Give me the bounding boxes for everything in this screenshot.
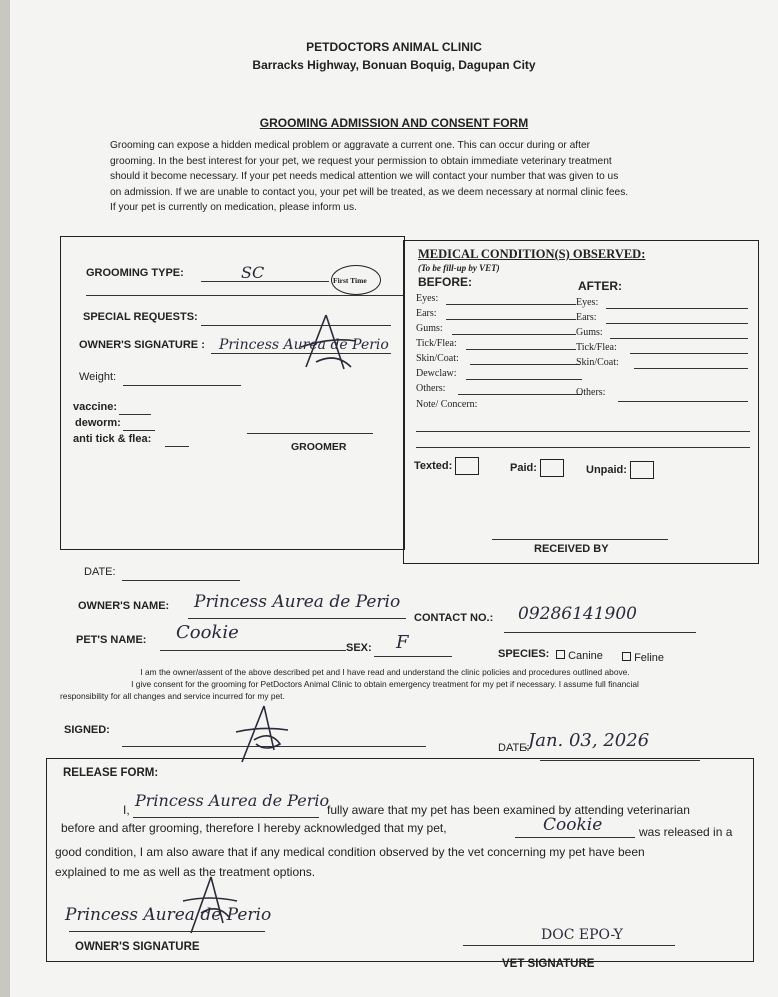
note-line[interactable] [416, 447, 750, 448]
intro-line: grooming. In the best interest for your pet, we request your permission to obtain immediate veterinary treatment [110, 155, 612, 167]
antitick-line[interactable] [165, 446, 189, 447]
release-box [46, 758, 754, 962]
release-i: I, [123, 803, 130, 817]
before-item: Gums: [416, 323, 443, 334]
owner-name-label: OWNER'S NAME: [78, 600, 170, 612]
after-item: Skin/Coat: [576, 357, 619, 368]
signed-date-label: DATE: [498, 742, 530, 754]
texted-field[interactable] [414, 457, 479, 475]
owner-signature-label: OWNER'S SIGNATURE : [79, 339, 205, 351]
form-page [10, 0, 778, 997]
before-line[interactable] [452, 334, 576, 335]
pet-name-line[interactable] [160, 650, 346, 651]
species-label: SPECIES: [498, 648, 550, 660]
sex-value: F [396, 632, 409, 653]
after-item: Tick/Flea: [576, 342, 617, 353]
after-line[interactable] [610, 338, 748, 339]
owner-signature-value: Princess Aurea de Perio [219, 337, 389, 353]
unpaid-field[interactable] [586, 461, 654, 479]
unpaid-label: Unpaid: [586, 463, 627, 476]
before-item: Tick/Flea: [416, 338, 457, 349]
after-item: Eyes: [576, 297, 599, 308]
consent-paragraph [60, 666, 710, 702]
intro-paragraph [110, 138, 730, 216]
clinic-name: PETDOCTORS ANIMAL CLINIC [306, 40, 482, 54]
before-list [416, 291, 459, 396]
before-item: Others: [416, 383, 446, 394]
intro-line: should it become necessary. If your pet needs medical attention we will contact your number that was given to us [110, 171, 619, 182]
clinic-address: Barracks Highway, Bonuan Boquig, Dagupan City [252, 58, 536, 72]
paid-checkbox[interactable] [540, 459, 564, 477]
after-line[interactable] [606, 323, 748, 324]
received-by-line[interactable] [492, 539, 668, 540]
intro-line: If your pet is currently on medication, please inform us. [110, 202, 357, 213]
after-item: Ears: [576, 312, 597, 323]
after-line[interactable] [634, 368, 748, 369]
after-label: AFTER: [578, 279, 622, 293]
intro-line: Grooming can expose a hidden medical problem or aggravate a current one. This can occur during or after [110, 140, 591, 151]
weight-label: Weight: [79, 371, 117, 383]
signed-date-value: Jan. 03, 2026 [528, 730, 650, 751]
before-item: Skin/Coat: [416, 353, 459, 364]
special-requests-label: SPECIAL REQUESTS: [83, 311, 198, 323]
before-line[interactable] [458, 394, 582, 395]
before-line[interactable] [466, 379, 582, 380]
intro-line: on admission. If we are unable to contact you, your pet will be treated, as we deem necessary at normal clinic fees. [110, 186, 629, 198]
paid-label: Paid: [510, 461, 537, 474]
feline-checkbox[interactable] [622, 652, 631, 661]
grooming-type-label: GROOMING TYPE: [86, 267, 184, 279]
first-time-label: First Time [333, 276, 367, 285]
vaccine-label: vaccine: [73, 401, 118, 413]
after-line[interactable] [630, 353, 748, 354]
owner-sig-label: OWNER'S SIGNATURE [75, 941, 200, 953]
release-line2-start: before and after grooming, therefore I hereby acknowledged that my pet, [61, 821, 447, 835]
grooming-type-line[interactable] [201, 281, 329, 282]
canine-option[interactable] [556, 650, 603, 662]
contact-line[interactable] [504, 632, 696, 633]
pet-name-label: PET'S NAME: [76, 634, 147, 646]
deworm-line[interactable] [123, 430, 155, 431]
consent-line: responsibility for all changes and service incurred for my pet. [60, 691, 285, 701]
before-line[interactable] [466, 349, 576, 350]
release-title: RELEASE FORM: [63, 767, 159, 779]
form-title: GROOMING ADMISSION AND CONSENT FORM [259, 116, 529, 130]
groomer-line[interactable] [247, 433, 373, 434]
release-line4: explained to me as well as the treatment options. [55, 865, 316, 879]
consent-line: I give consent for the grooming for PetDoctors Animal Clinic to obtain emergency treatment for my pet if necessary. I assume full financial [131, 679, 639, 689]
after-item: Others: [576, 387, 606, 398]
before-item: Ears: [416, 308, 437, 319]
owner-name-value: Princess Aurea de Perio [194, 592, 401, 612]
medical-subtitle: (To be fill-up by VET) [418, 263, 500, 273]
note-line[interactable] [416, 431, 750, 432]
grooming-box [60, 236, 405, 550]
date-label: DATE: [84, 566, 116, 578]
feline-option[interactable] [622, 652, 664, 664]
weight-line[interactable] [123, 385, 241, 386]
unpaid-checkbox[interactable] [630, 461, 654, 479]
sex-line[interactable] [374, 656, 452, 657]
before-line[interactable] [470, 364, 580, 365]
sex-label: SEX: [346, 642, 372, 654]
grooming-type-value: SC [241, 263, 265, 282]
vet-sig-line[interactable] [463, 945, 675, 946]
note-label: Note/ Concern: [416, 399, 478, 410]
groomer-label: GROOMER [291, 441, 347, 453]
medical-title: MEDICAL CONDITION(S) OBSERVED: [418, 247, 646, 261]
release-pet-line[interactable] [515, 837, 635, 838]
feline-label: Feline [634, 652, 665, 664]
contact-value: 09286141900 [518, 604, 637, 624]
release-name-value: Princess Aurea de Perio [135, 791, 330, 810]
signature-scribble-icon [296, 307, 366, 382]
texted-label: Texted: [414, 459, 453, 472]
canine-label: Canine [568, 650, 603, 662]
release-pet-value: Cookie [543, 815, 603, 835]
received-by-label: RECEIVED BY [534, 543, 609, 555]
consent-line: I am the owner/assent of the above described pet and I have read and understand the clinic policies and procedures outlined above. [140, 667, 630, 677]
after-item: Gums: [576, 327, 603, 338]
after-spacer [576, 370, 619, 385]
before-label: BEFORE: [418, 275, 472, 289]
deworm-label: deworm: [75, 417, 121, 429]
antitick-label: anti tick & flea: [73, 433, 152, 445]
before-line[interactable] [446, 304, 576, 305]
after-line[interactable] [606, 308, 748, 309]
texted-checkbox[interactable] [455, 457, 479, 475]
vaccine-line[interactable] [119, 414, 151, 415]
release-line2-end: was released in a [639, 825, 733, 839]
release-line1: fully aware that my pet has been examined by attending veterinarian [327, 803, 690, 817]
before-line[interactable] [446, 319, 576, 320]
before-item: Eyes: [416, 293, 439, 304]
before-item: Dewclaw: [416, 368, 457, 379]
after-list [576, 295, 619, 400]
vet-sig-label: VET SIGNATURE [502, 958, 595, 970]
release-line3: good condition, I am also aware that if any medical condition observed by the vet concerning my pet have been [55, 845, 645, 859]
paid-field[interactable] [510, 459, 564, 477]
grooming-extra-line [86, 295, 404, 296]
date-line[interactable] [122, 580, 240, 581]
owner-sig-value: Princess Aurea de Perio [65, 905, 272, 925]
after-line[interactable] [618, 401, 748, 402]
pet-name-value: Cookie [176, 622, 239, 643]
signed-label: SIGNED: [64, 724, 110, 736]
medical-box [403, 240, 759, 564]
release-name-line[interactable] [133, 817, 319, 818]
owner-name-line[interactable] [188, 618, 406, 619]
canine-checkbox[interactable] [556, 650, 565, 659]
contact-label: CONTACT NO.: [414, 612, 494, 624]
vet-sig-value: DOC EPO-Y [541, 927, 623, 943]
owner-sig-line[interactable] [69, 931, 265, 932]
